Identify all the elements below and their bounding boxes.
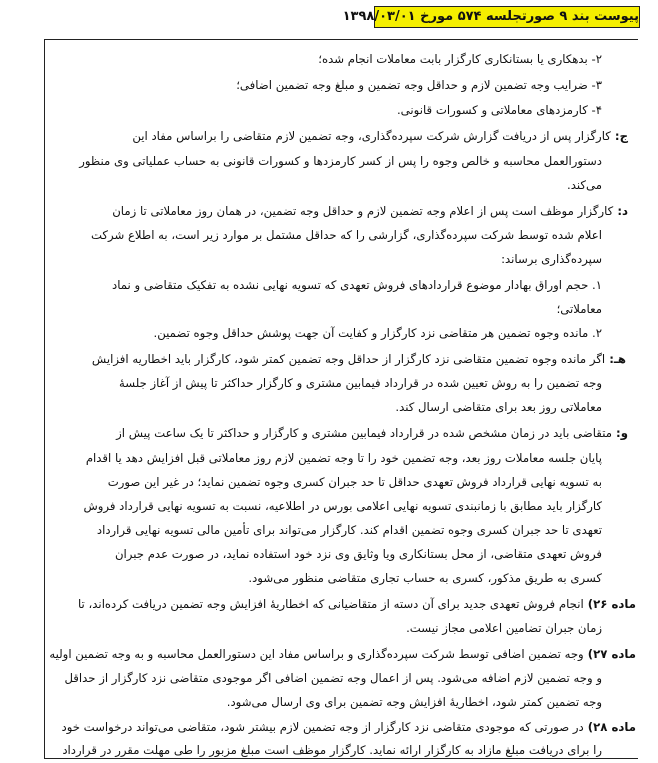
attachment-header-title: پیوست بند ۹ صورتجلسه ۵۷۴ مورخ ۱۳۹۸/۰۳/۰۱	[342, 9, 639, 24]
top-border-line	[44, 39, 638, 40]
clause-h-line-2: وجه تضمین را به روش تعیین شده در قرارداد فیمابین مشتری و کارگزار حداکثر تا پیش از آغاز جلسهٔ	[119, 376, 602, 390]
clause-d-line-2: اعلام شده توسط شرکت سپرده‌گذاری، گزارشی را که حداقل مشتمل بر موارد زیر است، به اطلاع شرکت	[90, 228, 602, 242]
attachment-header-box	[342, 6, 640, 28]
article-27-line-2: و وجه تضمین لازم اضافه می‌شود. پس از اعمال وجه تضمین اضافی اگر موجودی متقاضی نزد کارگزار از حداقل	[64, 671, 602, 685]
article-27-line-3: وجه تضمین کمتر شود، اخطاریهٔ افزایش وجه تضمین برای وی ارسال می‌شود.	[226, 695, 602, 709]
sub-item-2-line: ۲. مانده وجوه تضمین هر متقاضی نزد کارگزار و کفایت آن جهت پوشش حداقل وجوه تضمین.	[153, 326, 602, 340]
clause-v-line-6: فروش تعهدی متقاضی، از محل بستانکاری ویا وثایق وی نزد خود استفاده نماید، در صورت عدم جبران	[114, 547, 602, 561]
article-26-line-1: ماده ۲۶) انجام فروش تعهدی جدید برای آن دسته از متقاضیانی که اخطاریهٔ افزایش وجه تضمین دریافت کرده‌اند، تا	[78, 597, 636, 611]
clause-d-line-3: سپرده‌گذاری برساند:	[501, 252, 602, 266]
item-3-line: ۳- ضرایب وجه تضمین لازم و حداقل وجه تضمین و مبلغ وجه تضمین اضافی؛	[236, 78, 602, 92]
sub-item-1-line-2: معاملاتی؛	[556, 302, 602, 316]
clause-j-line-1: ج: کارگزار پس از دریافت گزارش شرکت سپرده‌گذاری، وجه تضمین لازم متقاضی را براساس مفاد این	[132, 129, 628, 143]
clause-h-line-3: معاملاتی روز بعد برای متقاضی ارسال کند.	[395, 400, 602, 414]
clause-v-line-5: تعهدی تا حد جبران کسری وجوه تضمین اقدام کند. کارگزار می‌تواند برای تأمین مالی تسویه نهایی قرارداد	[96, 523, 602, 537]
clause-v-line-7: کسری به طریق مذکور، کسری به حساب تجاری متقاضی منظور می‌شود.	[248, 571, 602, 585]
clause-j-line-2: دستورالعمل محاسبه و خالص وجوه را پس از کسر کارمزدها و کسورات قانونی به حساب عملیاتی وی منظور	[79, 154, 602, 168]
clause-h-line-1: هـ: اگر مانده وجوه تضمین متقاضی نزد کارگزار از حداقل وجه تضمین کمتر شود، کارگزار باید اخطاریه افزایش	[91, 352, 626, 366]
clause-v-line-4: کارگزار باید مطابق با زمانبندی تسویه نهایی اعلامی بورس در اطلاعیه، نسبت به تسویه نهایی قرارداد فروش	[83, 499, 602, 513]
article-27-line-1: ماده ۲۷) وجه تضمین اضافی توسط شرکت سپرده‌گذاری و براساس مفاد این دستورالعمل محاسبه و به وجه تضمین اولیه	[49, 647, 636, 661]
article-26-line-2: زمان جبران تضامین اعلامی مجاز نیست.	[406, 621, 602, 635]
item-2-line: ۲- بدهکاری یا بستانکاری کارگزار بابت معاملات انجام شده؛	[318, 52, 602, 66]
article-28-line-2: را برای دریافت مبلغ مازاد به کارگزار ارائه نماید. کارگزار موظف است مبلغ مزبور را طی مهلت مقرر در قرارداد	[62, 743, 602, 757]
clause-v-line-1: و: متقاضی باید در زمان مشخص شده در قرارداد فیمابین مشتری و کارگزار و حداکثر تا یک ساعت پیش از	[116, 426, 628, 440]
clause-v-line-2: پایان جلسه معاملات روز بعد، وجه تضمین خود را تا وجه تضمین لازم روز معاملاتی قبل افزایش دهد یا اقدام	[85, 451, 602, 465]
clause-j-line-3: می‌کند.	[567, 178, 602, 192]
item-4-line: ۴- کارمزدهای معاملاتی و کسورات قانونی.	[396, 103, 602, 117]
clause-d-line-1: د: کارگزار موظف است پس از اعلام وجه تضمین لازم و حداقل وجه تضمین، در همان روز معاملاتی تا زمان	[112, 204, 628, 218]
article-28-line-1: ماده ۲۸) در صورتی که موجودی متقاضی نزد کارگزار از وجه تضمین لازم بیشتر شود، متقاضی می‌تواند درخواست خود	[61, 720, 636, 734]
sub-item-1-line-1: ۱. حجم اوراق بهادار موضوع قراردادهای فروش تعهدی که تسویه نهایی نشده به تفکیک متقاضی و نماد	[112, 278, 602, 292]
clause-v-line-3: به تسویه نهایی قرارداد فروش تعهدی حداقل تا حد جبران کسری وجوه تضمین نماید؛ در غیر این صورت	[107, 475, 602, 489]
bottom-border-line	[44, 758, 638, 759]
